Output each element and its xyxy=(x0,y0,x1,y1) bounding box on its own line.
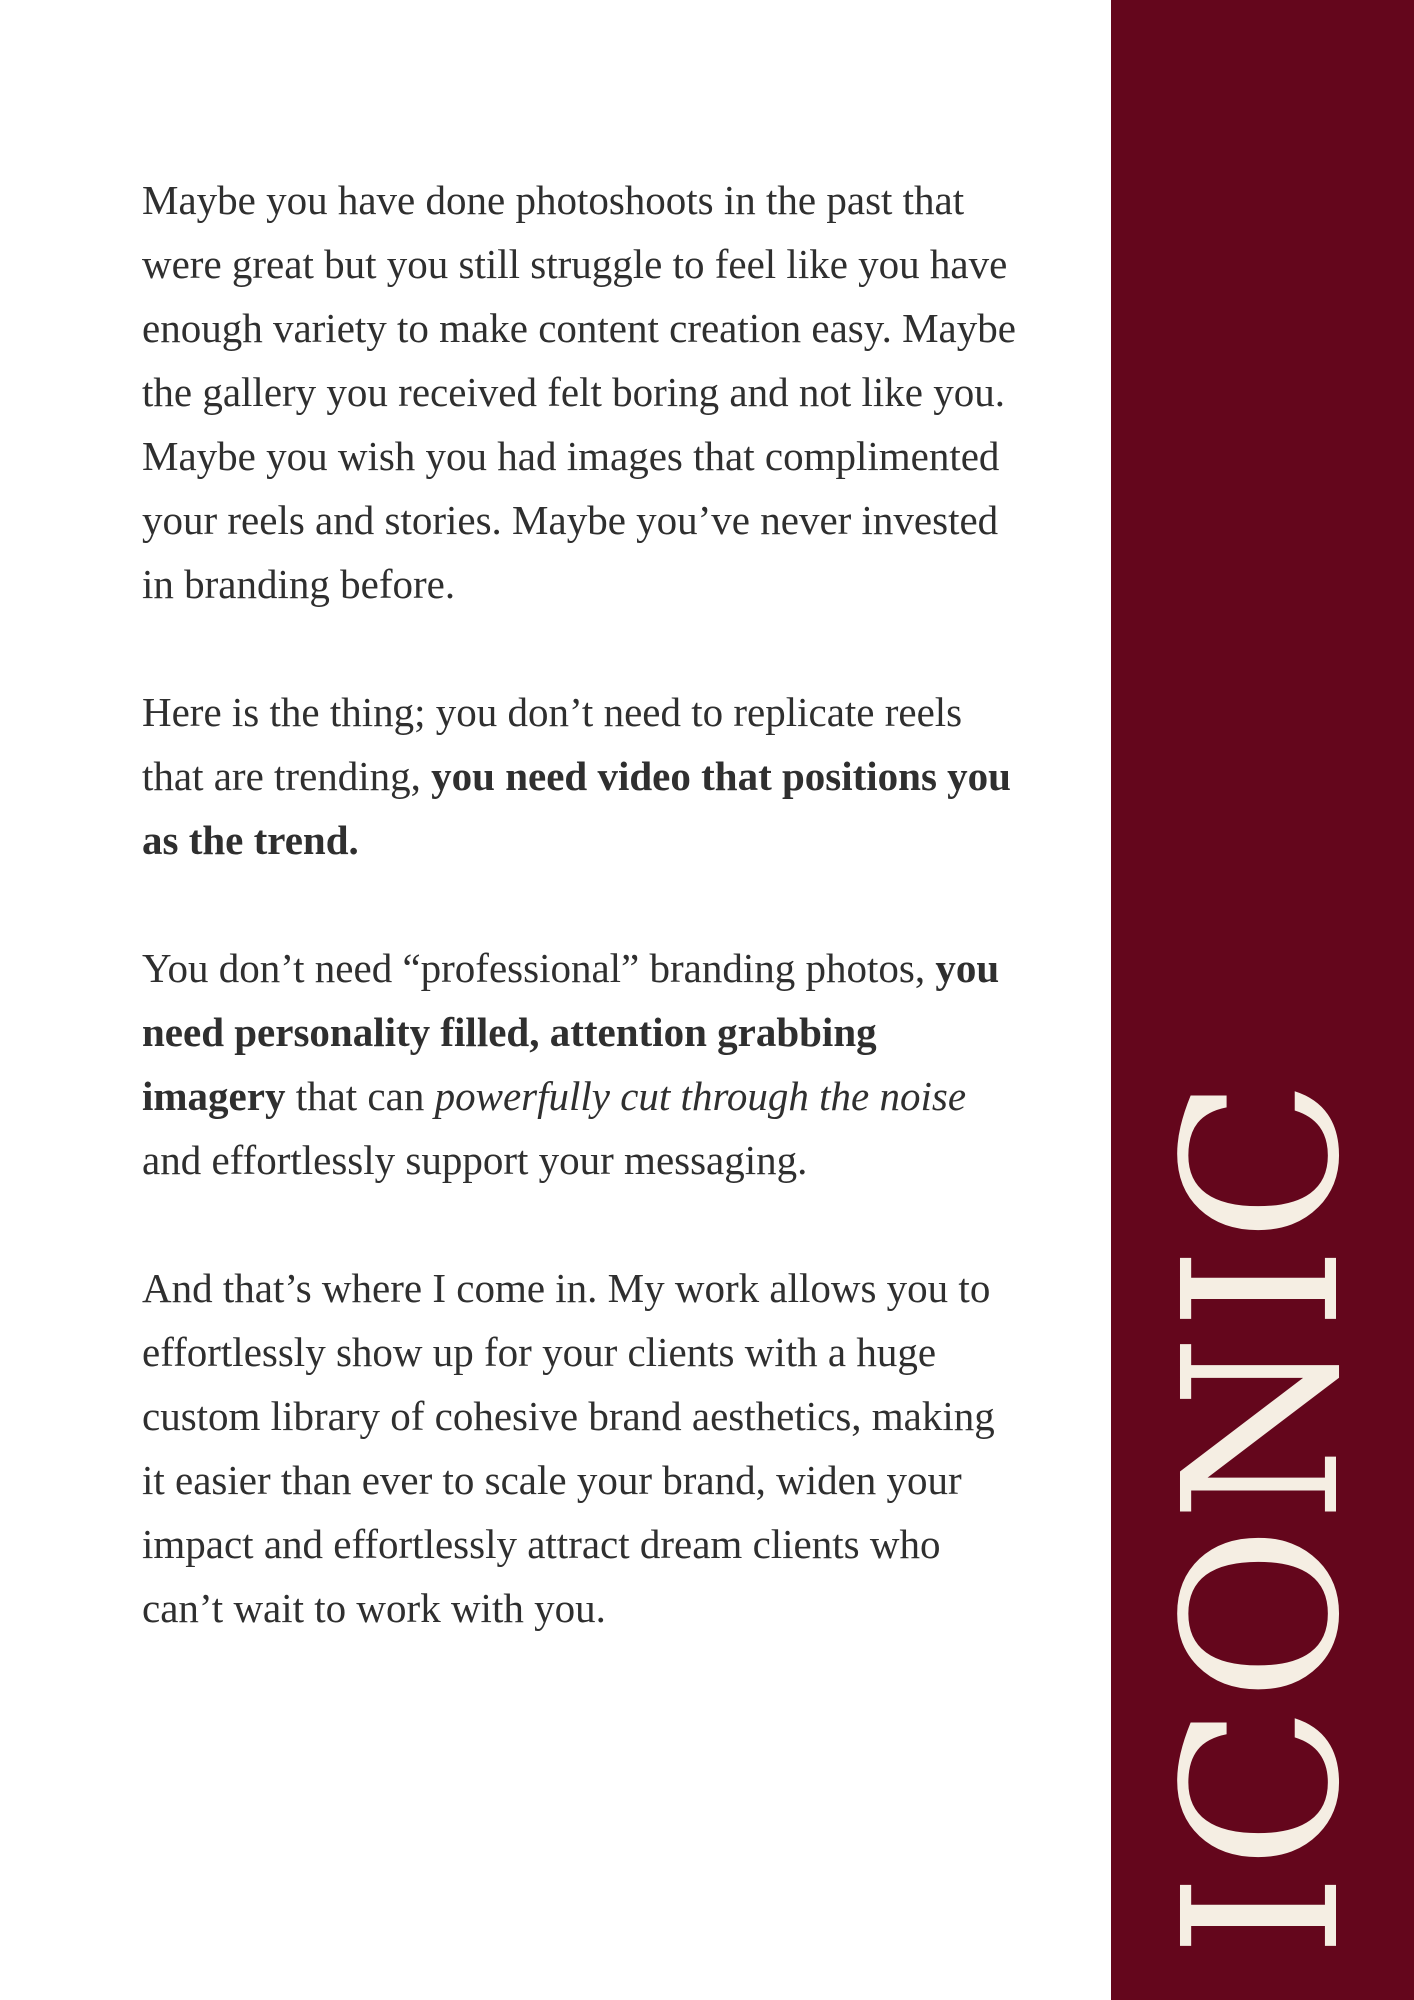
paragraph-2-intro: Here is the thing; you don’t need to replicate reels that are trending, xyxy=(142,689,963,799)
paragraph-3-emphasis: you need personality filled, attention grabbing imagery xyxy=(142,945,1000,1119)
paragraph-2 xyxy=(142,680,1022,872)
paragraph-1: Maybe you have done photoshoots in the past that were great but you still struggle to feel like you have enough variety to make content creation easy. Maybe the gallery you received felt boring and not like you. Maybe you wish you had images that complimented your reels and stories. Maybe you’ve never invested in branding before. xyxy=(142,177,1016,607)
paragraph-3 xyxy=(142,936,1022,1192)
side-band-title: ICONIC xyxy=(1138,1074,1387,1958)
paragraph-3-ending: and effortlessly support your messaging. xyxy=(142,1137,808,1183)
paragraph-2-emphasis: you need video that positions you as the trend. xyxy=(142,753,1011,863)
paragraph-3-middle: that can xyxy=(285,1073,435,1119)
paragraph-3-italic: powerfully cut through the noise xyxy=(434,1073,967,1119)
paragraph-4: And that’s where I come in. My work allows you to effortlessly show up for your clients with a huge custom library of cohesive brand aesthetics, making it easier than ever to scale your brand, widen your impact and effortlessly attract dream clients who can’t wait to work with you. xyxy=(142,1265,995,1631)
paragraph-3-intro: You don’t need “professional” branding photos, xyxy=(142,945,936,991)
body-copy xyxy=(142,168,1022,1704)
